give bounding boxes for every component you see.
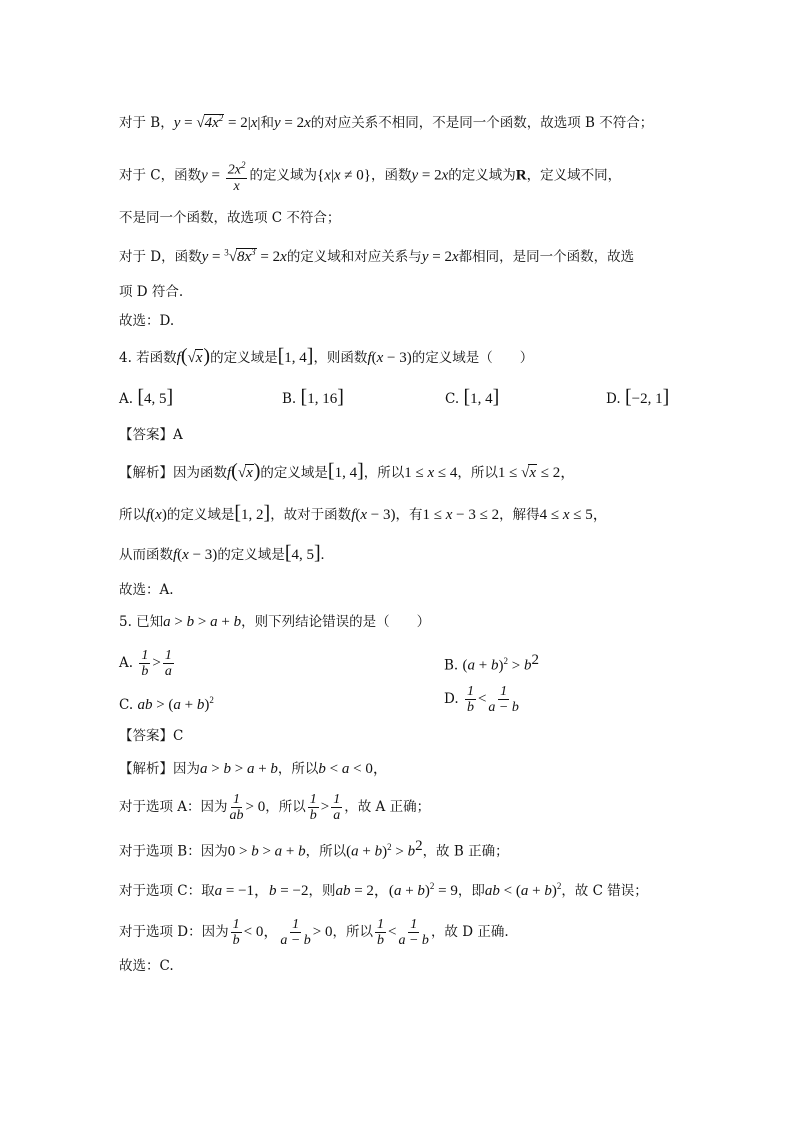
option-4a[interactable]: A. [4, 5] bbox=[119, 386, 174, 408]
analysis-5-line3: 对于选项 B：因为0 > b > a + b，所以$(a + b)^2 > b^2$，故 B 正确； bbox=[119, 838, 509, 860]
analysis-4-line3: 从而函数f(x − 3)的定义域是[4, 5]. bbox=[119, 542, 325, 564]
analysis-5-line5: 对于选项 D：因为 $\frac{1}{b}$ < 0， $\frac{1}{a - b}$ > 0，所以 $\frac{1}{b}$ < $\frac{1}{a - b}$ ，故 D 正确. bbox=[119, 917, 509, 948]
option-5a[interactable]: A. $\frac{1}{b}$ > $\frac{1}{a}$ bbox=[119, 648, 172, 679]
option-5d[interactable]: D. $\frac{1}{b}$ < $\frac{1}{a - b}$ bbox=[444, 684, 519, 715]
option-4c[interactable]: C. [1, 4] bbox=[445, 386, 500, 408]
line-not-same: 不是同一个函数，故选项 C 不符合； bbox=[119, 210, 341, 226]
answer-4: 【答案】A bbox=[119, 427, 183, 443]
answer-5: 【答案】C bbox=[119, 728, 184, 744]
line-select-d: 故选：D. bbox=[119, 313, 175, 329]
line-d-fits: 项 D 符合. bbox=[119, 284, 184, 300]
question-5: 5. 已知a > b > a + b，则下列结论错误的是（ ） bbox=[119, 614, 431, 630]
line-option-c: 对于 C，函数y = $\frac{2x^2}{x}$ 的定义域为{x|x ≠ 0}，函数y = 2x的定义域为R，定义域不同， bbox=[119, 160, 622, 194]
line-option-d: 对于 D，函数$y = ^3√8x^3 = 2x$的定义域和对应关系与y = 2x都相同，是同一个函数，故选 bbox=[119, 247, 635, 265]
select-5: 故选：C. bbox=[119, 958, 174, 974]
select-4: 故选：A. bbox=[119, 582, 174, 598]
option-5b[interactable]: B. $(a + b)^2 > b^2$ bbox=[444, 652, 539, 674]
analysis-4-line2: 所以f(x)的定义域是[1, 2]，故对于函数f(x − 3)，有1 ≤ x − 3 ≤ 2，解得4 ≤ x ≤ 5， bbox=[119, 502, 608, 524]
question-4: 4. 若函数f(√x)的定义域是[1, 4]，则函数f(x − 3)的定义域是（ ） bbox=[119, 345, 534, 367]
analysis-4-line1: 【解析】因为函数f(√x)的定义域是[1, 4]，所以1 ≤ x ≤ 4，所以1 ≤ √x ≤ 2， bbox=[119, 460, 576, 482]
analysis-5-line4: 对于选项 C：取a = −1，b = −2，则ab = 2，$(a + b)^2 = 9$，即ab < $(a + b)^2$，故 C 错误； bbox=[119, 881, 648, 899]
option-4b[interactable]: B. [1, 16] bbox=[282, 386, 344, 408]
analysis-5-line1: 【解析】因为a > b > a + b，所以b < a < 0， bbox=[119, 761, 388, 777]
option-4d[interactable]: D. [−2, 1] bbox=[606, 386, 670, 408]
option-5c[interactable]: C. ab > $(a + b)^2$ bbox=[119, 695, 214, 713]
analysis-5-line2: 对于选项 A：因为 $\frac{1}{ab}$ > 0，所以 $\frac{1}{b}$ > $\frac{1}{a}$ ，故 A 正确； bbox=[119, 792, 431, 823]
line-option-b: 对于 B，$y = √4x^2 = 2|x|$和y = 2x的对应关系不相同，不是同一个函数，故选项 B 不符合； bbox=[119, 113, 654, 131]
